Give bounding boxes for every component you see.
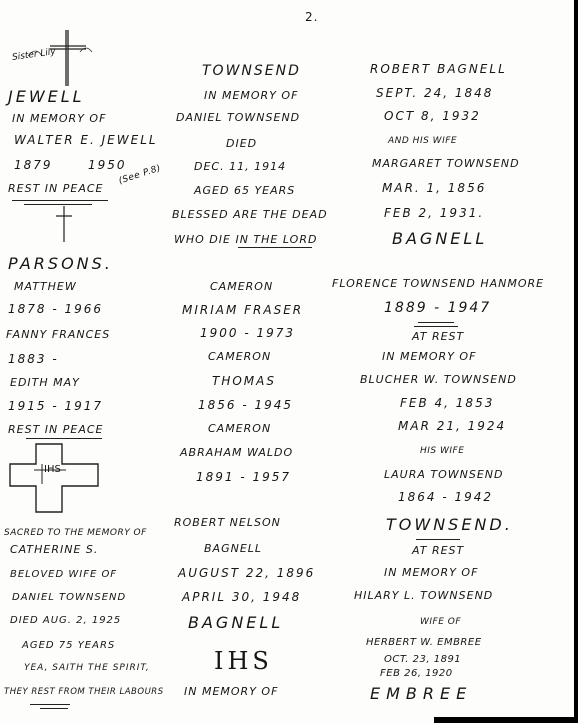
hilary-wife: WIFE OF xyxy=(420,617,462,627)
robert-birth: AUGUST 22, 1896 xyxy=(178,566,316,580)
townsend-who: WHO DIE IN THE LORD xyxy=(174,233,318,246)
cameron-dates-2: 1856 - 1945 xyxy=(198,398,294,412)
hilary-surname-big: EMBREE xyxy=(370,684,473,703)
jewell-name: WALTER E. JEWELL xyxy=(14,133,158,147)
florence-blucher: BLUCHER W. TOWNSEND xyxy=(360,373,517,386)
catherine-beloved: BELOVED WIFE OF xyxy=(10,569,118,580)
parsons-second-name: FANNY FRANCES xyxy=(6,328,111,341)
catherine-died: DIED AUG. 2, 1925 xyxy=(10,615,122,626)
florence-wife-dates: 1864 - 1942 xyxy=(398,490,494,504)
hilary-name: HILARY L. TOWNSEND xyxy=(354,589,494,602)
robert-surname-big: BAGNELL xyxy=(188,613,284,632)
catherine-rest: THEY REST FROM THEIR LABOURS xyxy=(4,687,164,697)
page-number: 2. xyxy=(305,10,319,24)
townsend-memory: IN MEMORY OF xyxy=(204,89,299,102)
bagnell-wife: AND HIS WIFE xyxy=(388,136,458,146)
scan-edge-bottom xyxy=(434,717,578,723)
robert-surname: BAGNELL xyxy=(204,542,263,555)
robert-memory: IN MEMORY OF xyxy=(184,685,279,698)
florence-name: FLORENCE TOWNSEND HANMORE xyxy=(332,277,545,290)
cameron-surname: CAMERON xyxy=(210,280,274,293)
hilary-husband: HERBERT W. EMBREE xyxy=(366,637,482,648)
robert-monogram: IHS xyxy=(214,647,273,675)
jewell-rest: REST IN PEACE xyxy=(8,182,104,195)
florence-dates: 1889 - 1947 xyxy=(384,300,492,316)
hilary-surname: TOWNSEND. xyxy=(386,515,513,534)
townsend-date: DEC. 11, 1914 xyxy=(194,160,287,173)
catherine-name: CATHERINE S. xyxy=(10,543,99,556)
parsons-dates: 1878 - 1966 xyxy=(8,302,104,316)
hilary-death: FEB 26, 1920 xyxy=(380,668,453,679)
hilary-birth: OCT. 23, 1891 xyxy=(384,654,462,665)
florence-wife-name: LAURA TOWNSEND xyxy=(384,468,504,481)
parsons-third-dates: 1915 - 1917 xyxy=(8,399,104,413)
bagnell-wife-death: FEB 2, 1931. xyxy=(384,206,485,220)
jewell-memory: IN MEMORY OF xyxy=(12,112,107,125)
hilary-rest: AT REST xyxy=(412,544,465,557)
cameron-dates: 1900 - 1973 xyxy=(200,326,296,340)
townsend-surname: TOWNSEND xyxy=(202,63,301,79)
bagnell-death: OCT 8, 1932 xyxy=(384,109,481,123)
florence-rest: AT REST xyxy=(412,330,465,343)
catherine-yea: YEA, SAITH THE SPIRIT, xyxy=(24,663,150,673)
parsons-third-name: EDITH MAY xyxy=(10,376,80,389)
parsons-rest: REST IN PEACE xyxy=(8,423,104,436)
cross-label: Sister Lily xyxy=(11,46,57,64)
cameron-dates-3: 1891 - 1957 xyxy=(196,470,292,484)
florence-death: MAR 21, 1924 xyxy=(398,419,507,433)
robert-name: ROBERT NELSON xyxy=(174,516,281,529)
catherine-sacred: SACRED TO THE MEMORY OF xyxy=(4,528,147,538)
cameron-name: MIRIAM FRASER xyxy=(182,303,304,317)
bagnell-name: ROBERT BAGNELL xyxy=(370,62,507,76)
bagnell-wife-name: MARGARET TOWNSEND xyxy=(372,157,520,170)
jewell-death: 1950 xyxy=(88,158,127,172)
florence-birth: FEB 4, 1853 xyxy=(400,396,495,410)
jewell-birth: 1879 xyxy=(14,158,53,172)
townsend-blessed: BLESSED ARE THE DEAD xyxy=(172,208,328,221)
bagnell-surname: BAGNELL xyxy=(392,229,488,248)
cameron-name-2: THOMAS xyxy=(212,374,276,388)
florence-wife: HIS WIFE xyxy=(420,446,465,456)
bagnell-wife-birth: MAR. 1, 1856 xyxy=(382,181,487,195)
parsons-surname: PARSONS. xyxy=(8,254,113,273)
jewell-surname: JEWELL xyxy=(8,87,85,106)
florence-memory: IN MEMORY OF xyxy=(382,350,477,363)
jewell-note: (See P.8) xyxy=(117,163,163,187)
cameron-name-3: ABRAHAM WALDO xyxy=(180,446,294,459)
cross-monument-drawing xyxy=(6,440,106,516)
catherine-aged: AGED 75 YEARS xyxy=(22,640,116,651)
catherine-husband: DANIEL TOWNSEND xyxy=(12,592,127,603)
scan-edge-right xyxy=(574,0,578,723)
parsons-first-name: MATTHEW xyxy=(14,280,77,293)
parsons-second-birth: 1883 - xyxy=(8,352,59,366)
bagnell-birth: SEPT. 24, 1848 xyxy=(376,86,494,100)
cameron-surname-2: CAMERON xyxy=(208,350,272,363)
robert-death: APRIL 30, 1948 xyxy=(182,590,302,604)
townsend-aged: AGED 65 YEARS xyxy=(194,184,296,197)
townsend-name: DANIEL TOWNSEND xyxy=(176,111,301,124)
hilary-memory: IN MEMORY OF xyxy=(384,566,479,579)
townsend-died: DIED xyxy=(226,137,258,150)
cross-monogram: IHS xyxy=(44,464,61,475)
small-cross-icon xyxy=(44,206,84,246)
cameron-surname-3: CAMERON xyxy=(208,422,272,435)
